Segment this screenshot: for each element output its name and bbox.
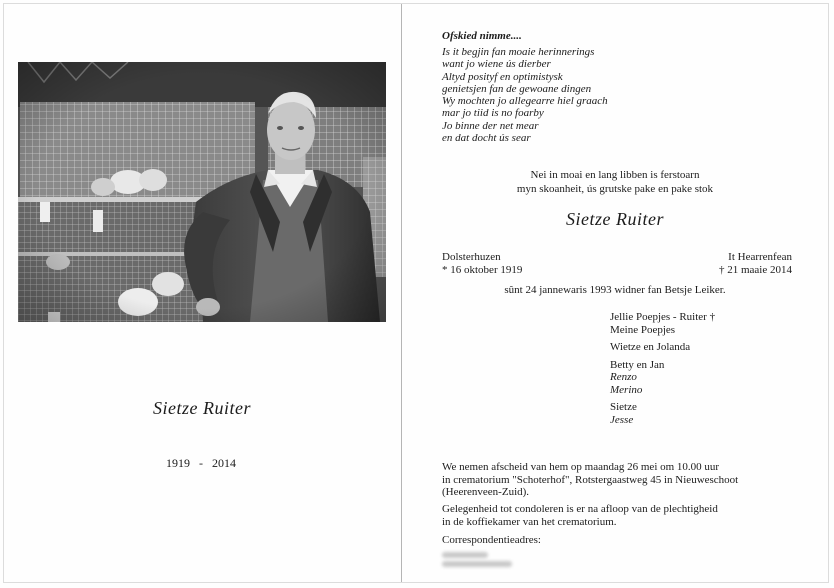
family-group (610, 359, 715, 397)
birth-date: * 16 oktober 1919 (442, 264, 523, 276)
ceremony-notice (442, 461, 738, 499)
family-group (610, 401, 715, 426)
grandchild-name: Jesse (610, 413, 634, 426)
poem-line: mar jo tiid is no foarby (442, 107, 544, 120)
birth-place: Dolsterhuzen (442, 251, 501, 263)
family-list (610, 311, 715, 431)
card-fold-line (401, 4, 402, 582)
birth-info (442, 251, 522, 277)
family-member: Sietze (610, 401, 637, 413)
poem-line: Wy mochten jo allegearre hiel graach (442, 95, 608, 108)
poem-line: en dat docht ús sear (442, 132, 531, 145)
intro-line: myn skoanheit, ús grutske pake en pake stok (516, 182, 714, 195)
death-date: † 21 maaie 2014 (718, 264, 792, 276)
poem-line: genietsjen fan de gewoane dingen (442, 82, 592, 95)
grandchild-name: Renzo (610, 371, 637, 383)
family-member: Betty en Jan (610, 358, 665, 371)
blurred-address (442, 549, 512, 573)
family-group (610, 341, 715, 354)
poem-line: Altyd posityf en optimistysk (442, 70, 563, 83)
intro-line: Nei in moai en lang libben is ferstoarn (530, 169, 700, 181)
family-member: Meine Poepjes (610, 323, 676, 336)
poem-title: Ofskied nimme.... (442, 30, 522, 42)
deceased-name: Sietze Ruiter (566, 209, 664, 229)
life-years: 1919 - 2014 (166, 456, 236, 470)
death-announcement-intro (420, 169, 810, 196)
death-info (719, 251, 792, 277)
left-name: Sietze Ruiter (153, 398, 251, 418)
ceremony-line: We nemen afscheid van hem op maandag 26 mei om 10.00 uur (442, 461, 720, 473)
blurred-address-line (442, 552, 488, 558)
poem (442, 46, 608, 144)
portrait-photo (18, 62, 386, 322)
condolence-notice (442, 503, 718, 528)
condolence-line: Gelegenheid tot condoleren is er na afloop van de plechtigheid (442, 503, 718, 515)
family-member: Jellie Poepjes - Ruiter † (610, 311, 716, 323)
poem-line: Is it begjin fan moaie herinnerings (442, 46, 595, 58)
poem-line: Jo binne der net mear (442, 119, 539, 132)
correspondence-label: Correspondentieadres: (442, 534, 541, 546)
ceremony-line: in crematorium "Schoterhof", Rotstergaastweg 45 in Nieuweschoot (442, 473, 739, 486)
blurred-address-line (442, 561, 512, 567)
death-place: It Hearrenfean (728, 251, 792, 263)
condolence-line: in de koffiekamer van het crematorium. (442, 515, 617, 528)
family-group (610, 311, 715, 336)
ceremony-line: (Heerenveen-Zuid). (442, 486, 530, 499)
poem-line: want jo wiene ús dierber (442, 58, 551, 71)
grandchild-name: Merino (610, 383, 643, 396)
family-member: Wietze en Jolanda (610, 341, 691, 353)
widower-line: sûnt 24 jannewaris 1993 widner fan Betsje Leiker. (504, 284, 726, 296)
